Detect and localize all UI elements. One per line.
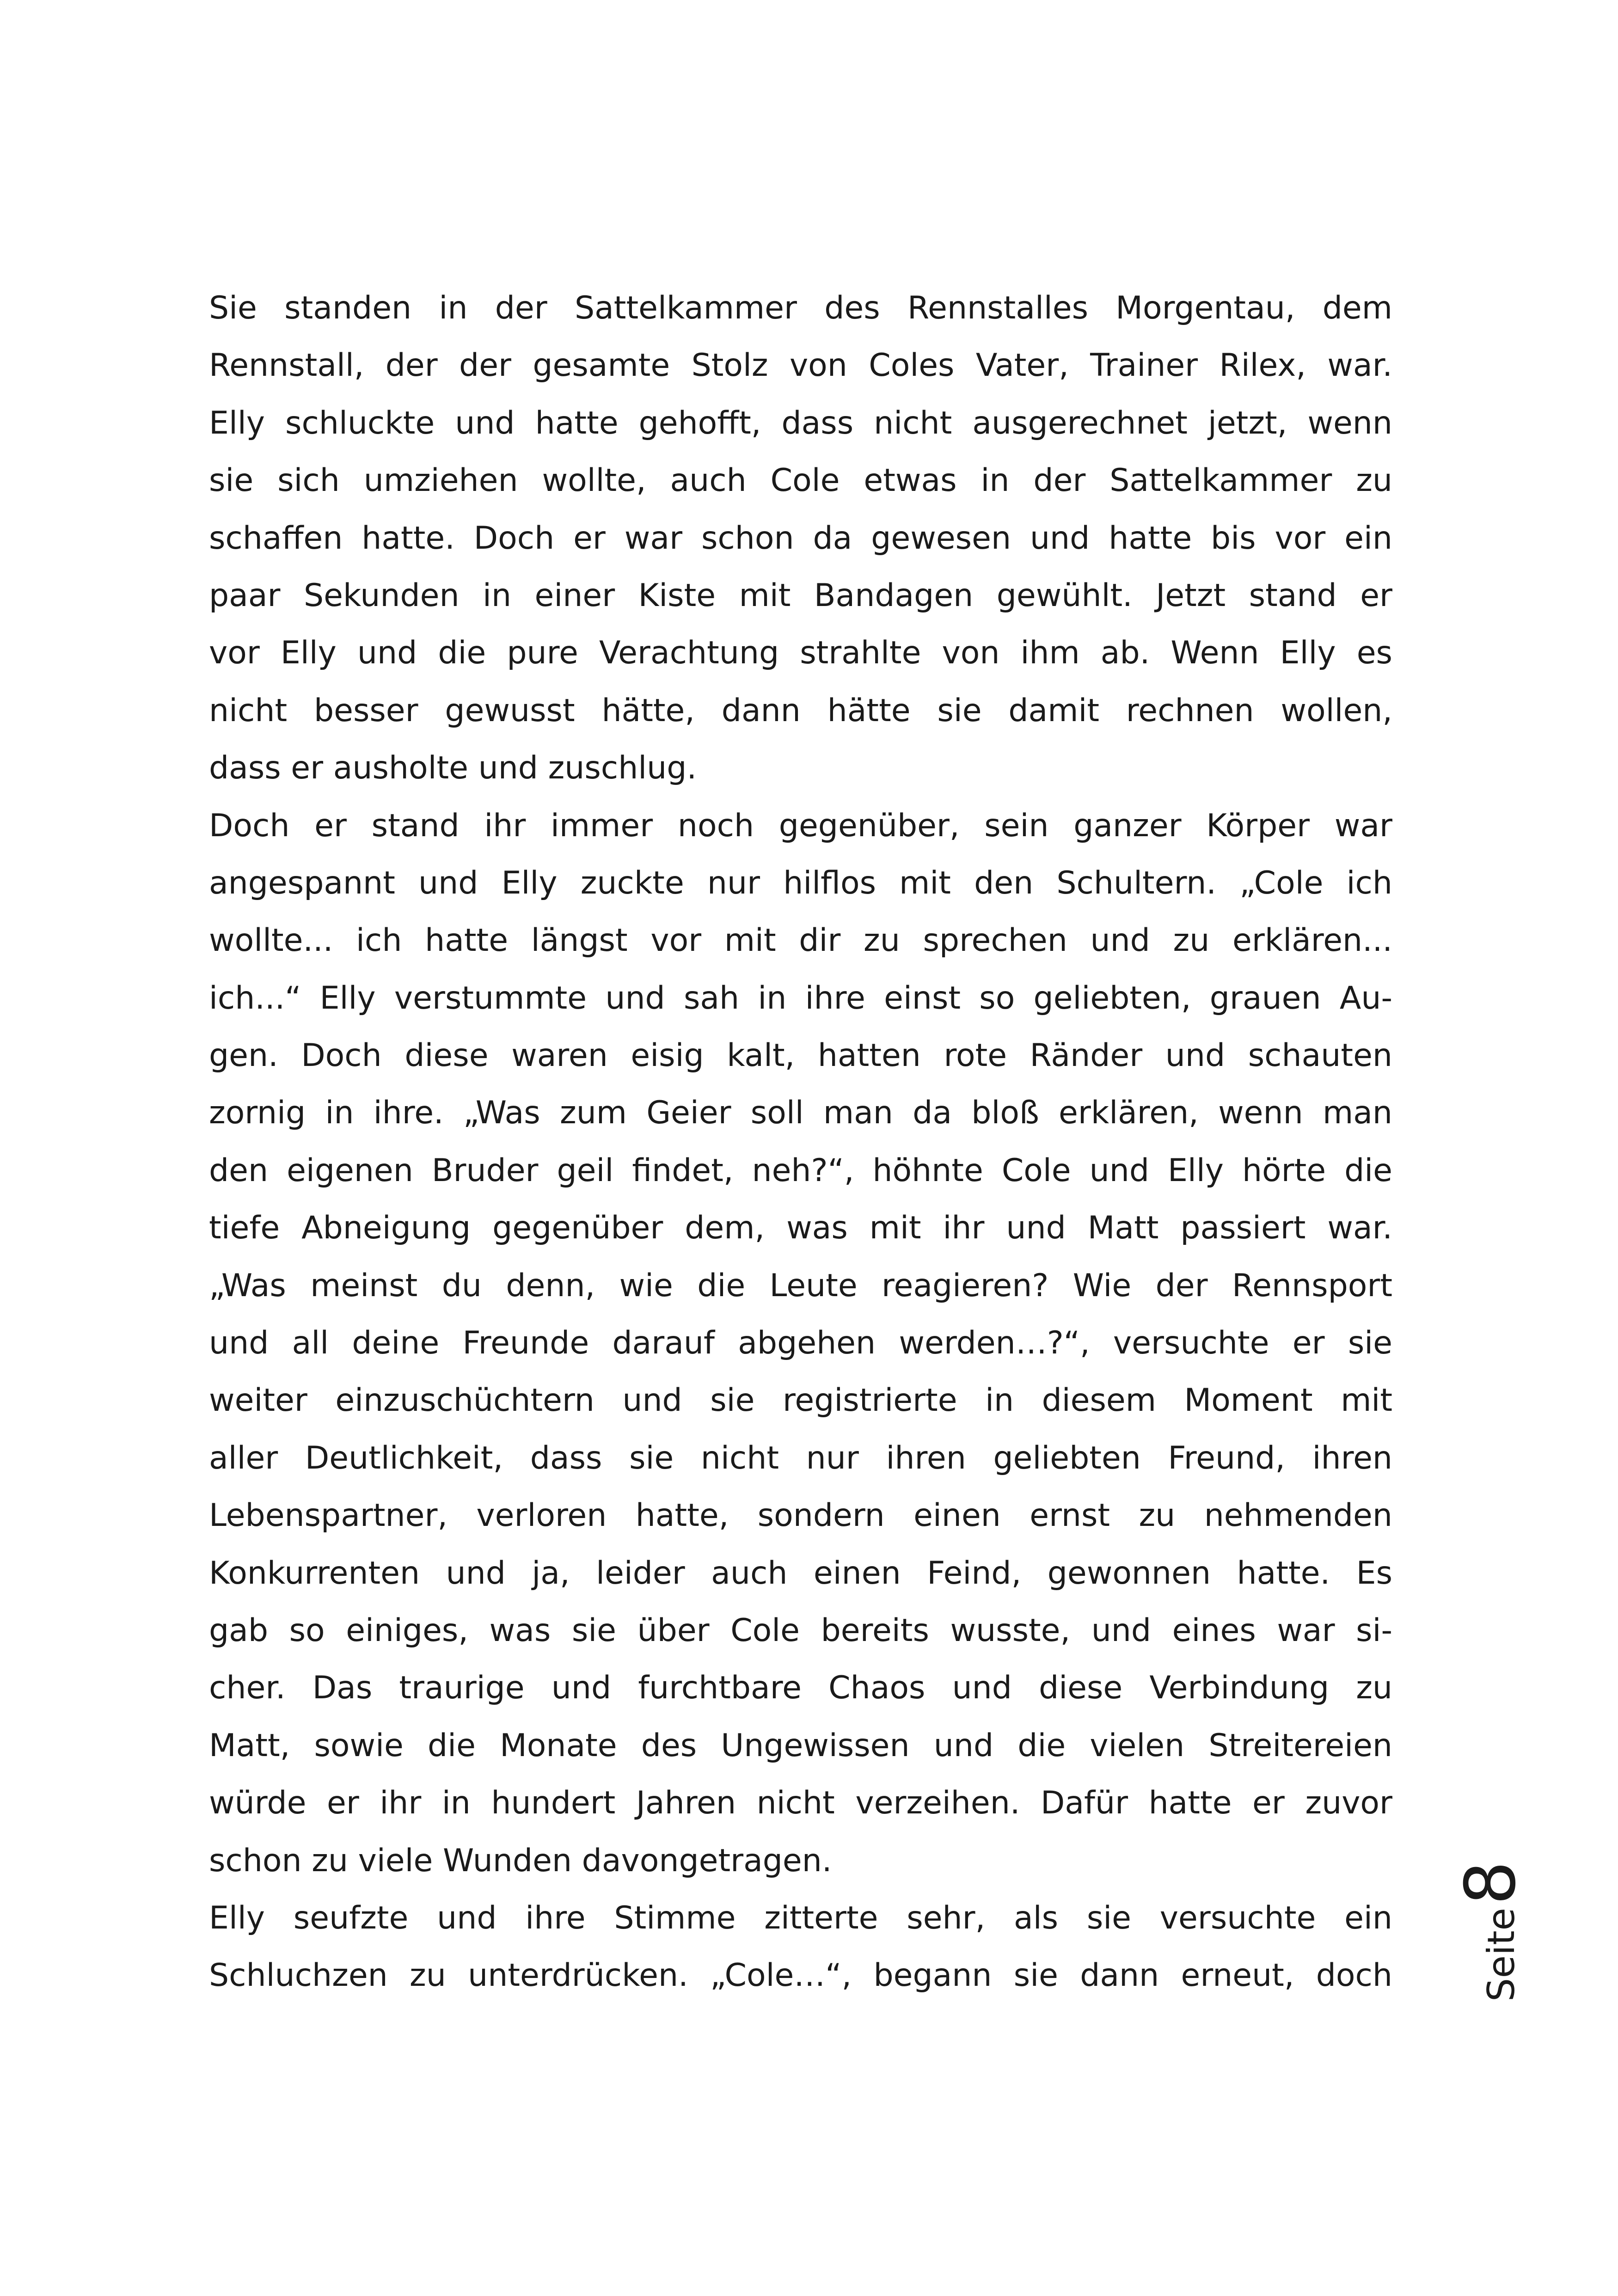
text-line: aller Deutlichkeit, dass sie nicht nur ihren geliebten Freund, ihren <box>209 1439 1392 1476</box>
text-line: Matt, sowie die Monate des Ungewissen und die vielen Streitereien <box>209 1727 1392 1764</box>
text-line: wollte... ich hatte längst vor mit dir zu sprechen und zu erklären... <box>209 922 1392 959</box>
text-line: tiefe Abneigung gegenüber dem, was mit ihr und Matt passiert war. <box>209 1210 1392 1247</box>
text-line: Rennstall, der der gesamte Stolz von Coles Vater, Trainer Rilex, war. <box>209 347 1392 384</box>
text-line: schaffen hatte. Doch er war schon da gewesen und hatte bis vor ein <box>209 520 1392 557</box>
text-line: und all deine Freunde darauf abgehen werden…?“, versuchte er sie <box>209 1325 1392 1362</box>
text-line: ich...“ Elly verstummte und sah in ihre einst so geliebten, grauen Au- <box>209 980 1392 1016</box>
text-line: sie sich umziehen wollte, auch Cole etwas in der Sattelkammer zu <box>209 462 1392 499</box>
text-line: Schluchzen zu unterdrücken. „Cole…“, begann sie dann erneut, doch <box>209 1957 1392 1994</box>
text-line: vor Elly und die pure Verachtung strahlte von ihm ab. Wenn Elly es <box>209 635 1392 672</box>
body-text <box>209 280 1392 2005</box>
text-line: gab so einiges, was sie über Cole bereits wusste, und eines war si- <box>209 1612 1392 1649</box>
text-line: nicht besser gewusst hätte, dann hätte sie damit rechnen wollen, <box>209 692 1392 729</box>
text-line: angespannt und Elly zuckte nur hilflos mit den Schultern. „Cole ich <box>209 864 1392 901</box>
text-line: dass er ausholte und zuschlug. <box>209 750 697 787</box>
text-line: würde er ihr in hundert Jahren nicht verzeihen. Dafür hatte er zuvor <box>209 1785 1392 1822</box>
text-line: Sie standen in der Sattelkammer des Rennstalles Morgentau, dem <box>209 290 1392 326</box>
text-line: zornig in ihre. „Was zum Geier soll man da bloß erklären, wenn man <box>209 1095 1392 1132</box>
text-line: Doch er stand ihr immer noch gegenüber, sein ganzer Körper war <box>209 807 1392 844</box>
text-line: Elly seufzte und ihre Stimme zitterte sehr, als sie versuchte ein <box>209 1899 1392 1936</box>
text-line: Elly schluckte und hatte gehofft, dass nicht ausgerechnet jetzt, wenn <box>209 404 1392 441</box>
page-number: 8 <box>1451 1861 1531 1905</box>
text-line: schon zu viele Wunden davongetragen. <box>209 1842 832 1879</box>
text-line: den eigenen Bruder geil findet, neh?“, höhnte Cole und Elly hörte die <box>209 1152 1392 1189</box>
text-line: weiter einzuschüchtern und sie registrierte in diesem Moment mit <box>209 1382 1392 1419</box>
page-label: Seite <box>1480 1908 1523 2002</box>
text-line: gen. Doch diese waren eisig kalt, hatten rote Ränder und schauten <box>209 1037 1392 1074</box>
text-line: Lebenspartner, verloren hatte, sondern einen ernst zu nehmenden <box>209 1497 1392 1534</box>
page-number-rotated <box>1451 1844 1531 2002</box>
text-line: Konkurrenten und ja, leider auch einen Feind, gewonnen hatte. Es <box>209 1555 1392 1592</box>
text-line: paar Sekunden in einer Kiste mit Bandagen gewühlt. Jetzt stand er <box>209 577 1392 614</box>
text-line: „Was meinst du denn, wie die Leute reagieren? Wie der Rennsport <box>209 1267 1392 1304</box>
page-number-marker <box>1451 1844 1531 2002</box>
paragraph-2 <box>209 797 1392 1890</box>
text-line: cher. Das traurige und furchtbare Chaos und diese Verbindung zu <box>209 1670 1392 1707</box>
paragraph-3 <box>209 1890 1392 2005</box>
paragraph-1 <box>209 280 1392 797</box>
